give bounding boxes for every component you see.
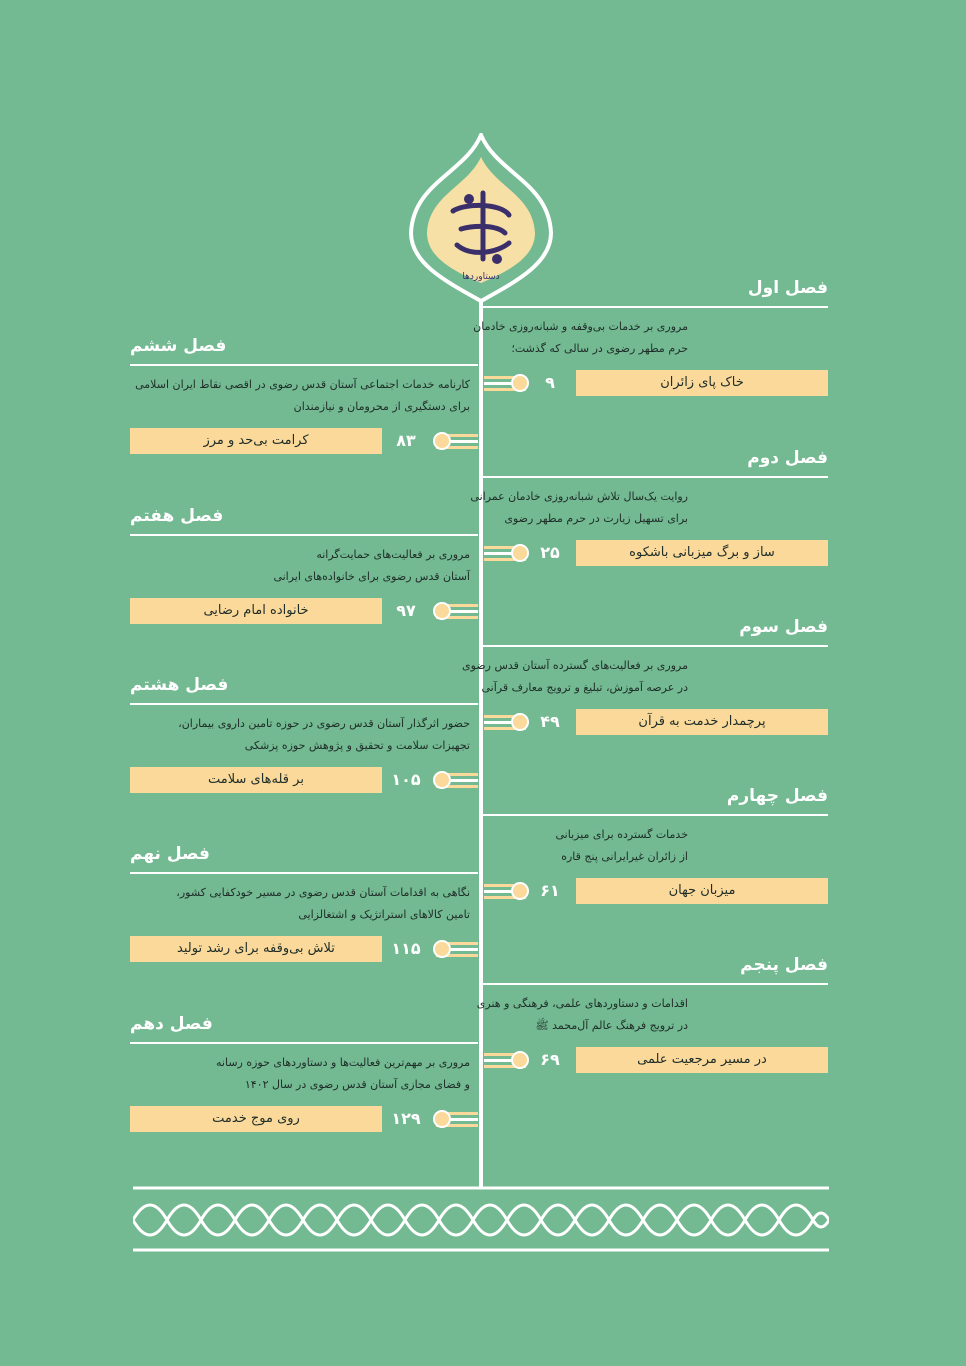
chapter-bar-title[interactable]: بر قله‌های سلامت: [130, 767, 382, 793]
chapter-page-number: ۸۳: [396, 431, 416, 450]
connector-icon: [484, 1047, 534, 1075]
chapter-description: مروری بر فعالیت‌های حمایت‌گرانه آستان قدس رضوی برای خانواده‌های ایرانی: [273, 548, 470, 583]
chapter-underline: [480, 476, 828, 478]
chapter-bar-title[interactable]: میزبان جهان: [576, 878, 828, 904]
connector-icon: [484, 370, 534, 398]
chapter-title: فصل نهم: [130, 844, 210, 864]
chapter-underline: [130, 872, 478, 874]
chapter-title: فصل اول: [747, 278, 828, 298]
chapter-description: مروری بر خدمات بی‌وقفه و شبانه‌روزی خادمان حرم مطهر رضوی در سالی که گذشت؛: [473, 320, 688, 355]
chapter-bar-title[interactable]: ساز و برگ میزبانی باشکوه: [576, 540, 828, 566]
chapter-underline: [480, 814, 828, 816]
chapter-bar-title[interactable]: در مسیر مرجعیت علمی: [576, 1047, 828, 1073]
chapter-title: فصل سوم: [739, 617, 828, 637]
chapter-page-number: ۱۱۵: [391, 939, 421, 958]
chapter-title: فصل ششم: [130, 336, 227, 356]
chapter-title: فصل هشتم: [130, 675, 229, 695]
chapter-title: فصل دهم: [130, 1014, 213, 1034]
connector-icon: [484, 878, 534, 906]
chapter-page-number: ۹۷: [396, 601, 416, 620]
chapter-description: روایت یک‌سال تلاش شبانه‌روزی خادمان عمرانی برای تسهیل زیارت در حرم مطهر رضوی: [470, 490, 688, 525]
chapter-description: حضور اثرگذار آستان قدس رضوی در حوزه تامین داروی بیماران، تجهیزات سلامت و تحقیق و پژوهش حوزه پزشکی: [178, 717, 470, 752]
connector-icon: [428, 767, 478, 795]
chapter-page-number: ۲۵: [540, 543, 560, 562]
chapter-underline: [480, 645, 828, 647]
chapter-underline: [130, 703, 478, 705]
chapter-bar-title[interactable]: خانواده امام رضایی: [130, 598, 382, 624]
chapter-bar-title[interactable]: تلاش بی‌وقفه برای رشد تولید: [130, 936, 382, 962]
connector-icon: [484, 540, 534, 568]
chapter-description: کارنامه خدمات اجتماعی آستان قدس رضوی در اقصی نقاط ایران اسلامی برای دستگیری از محرومان و نیازمندان: [135, 378, 470, 413]
chapter-page-number: ۴۹: [540, 712, 560, 731]
chapter-page-number: ۶۱: [540, 881, 560, 900]
chapter-page-number: ۹: [545, 373, 555, 392]
chapter-underline: [480, 306, 828, 308]
connector-icon: [484, 709, 534, 737]
chapter-bar-title[interactable]: روی موج خدمت: [130, 1106, 382, 1132]
chapter-page-number: ۱۲۹: [391, 1109, 421, 1128]
chapter-underline: [130, 1042, 478, 1044]
chapter-page-number: ۱۰۵: [391, 770, 421, 789]
chapter-title: فصل چهارم: [726, 786, 828, 806]
chapter-description: مروری بر فعالیت‌های گسترده آستان قدس رضوی در عرصه آموزش، تبلیغ و ترویج معارف قرآنی: [462, 659, 688, 694]
chapter-underline: [130, 534, 478, 536]
connector-icon: [428, 428, 478, 456]
arch-pattern-decoration: [133, 1186, 829, 1252]
connector-icon: [428, 598, 478, 626]
chapter-title: فصل دوم: [747, 448, 828, 468]
timeline-spine: [479, 298, 483, 1188]
chapter-bar-title[interactable]: پرچمدار خدمت به قرآن: [576, 709, 828, 735]
chapter-page-number: ۶۹: [540, 1050, 560, 1069]
chapter-underline: [480, 983, 828, 985]
chapter-title: فصل هفتم: [130, 506, 224, 526]
chapter-underline: [130, 364, 478, 366]
chapter-bar-title[interactable]: کرامت بی‌حد و مرز: [130, 428, 382, 454]
chapter-title: فصل پنجم: [740, 955, 828, 975]
connector-icon: [428, 936, 478, 964]
chapter-description: مروری بر مهم‌ترین فعالیت‌ها و دستاوردهای حوزه رسانه و فضای مجازی آستان قدس رضوی در سال ۱۴۰۲: [216, 1056, 470, 1091]
chapter-description: خدمات گسترده برای میزبانی از زائران غیرایرانی پنج قاره: [555, 828, 688, 863]
chapter-description: نگاهی به اقدامات آستان قدس رضوی در مسیر خودکفایی کشور، تامین کالاهای استراتژیک و اشتغالزایی: [176, 886, 470, 921]
chapter-bar-title[interactable]: خاک پای زائران: [576, 370, 828, 396]
chapter-description: اقدامات و دستاوردهای علمی، فرهنگی و هنری در ترویج فرهنگ عالم آل‌محمد ﷺ: [476, 997, 688, 1032]
logo-text: دستاوردها: [462, 272, 500, 282]
logo-emblem: [405, 133, 557, 303]
connector-icon: [428, 1106, 478, 1134]
